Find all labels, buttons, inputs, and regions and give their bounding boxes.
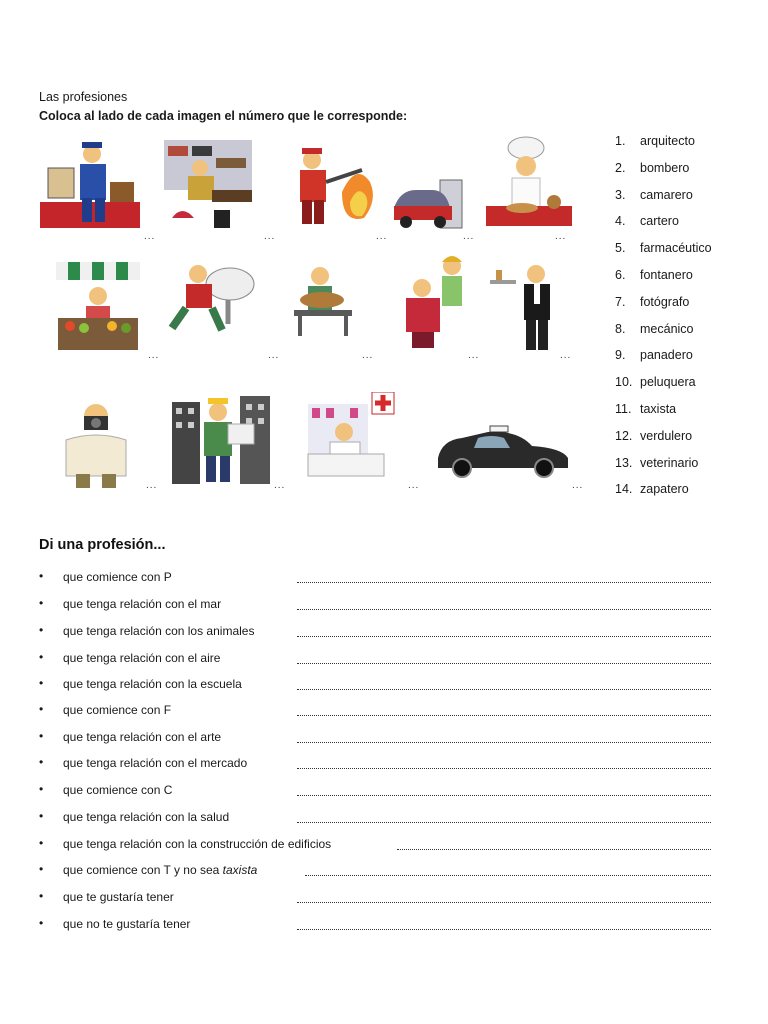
question-text: que tenga relación con el arte bbox=[63, 730, 222, 744]
list-item: 11. taxista bbox=[615, 401, 677, 416]
list-item: 8. mecánico bbox=[615, 321, 694, 336]
question-row bbox=[39, 651, 719, 669]
veterinarian-icon bbox=[288, 264, 358, 339]
list-item: 5. farmacéutico bbox=[615, 241, 712, 256]
question-row bbox=[39, 597, 719, 615]
bullet-icon: • bbox=[39, 782, 44, 796]
question-text: que tenga relación con la salud bbox=[63, 810, 230, 824]
bullet-icon: • bbox=[39, 755, 44, 769]
waiter-icon bbox=[488, 262, 563, 354]
answer-line[interactable] bbox=[297, 636, 711, 637]
answer-blank: ... bbox=[148, 350, 160, 361]
instruction-text: Coloca al lado de cada imagen el número que le corresponde: bbox=[39, 109, 408, 123]
answer-blank: ... bbox=[264, 231, 276, 242]
answer-blank: ... bbox=[408, 480, 420, 491]
firefighter-icon bbox=[292, 142, 382, 232]
answer-blank: ... bbox=[146, 480, 158, 491]
bullet-icon: • bbox=[39, 836, 44, 850]
answer-line[interactable] bbox=[297, 929, 711, 930]
answer-line[interactable] bbox=[297, 663, 711, 664]
bullet-icon: • bbox=[39, 702, 44, 716]
question-text: que no te gustaría tener bbox=[63, 917, 191, 931]
bullet-icon: • bbox=[39, 569, 44, 583]
question-row bbox=[39, 863, 719, 881]
answer-line[interactable] bbox=[297, 689, 711, 690]
question-text: que tenga relación con la construcción de edificios bbox=[63, 837, 332, 851]
question-row bbox=[39, 783, 719, 801]
question-text: que tenga relación con el mercado bbox=[63, 756, 248, 770]
answer-line[interactable] bbox=[297, 609, 711, 610]
baker-icon bbox=[482, 136, 577, 231]
bullet-icon: • bbox=[39, 623, 44, 637]
answer-blank: ... bbox=[463, 231, 475, 242]
bullet-icon: • bbox=[39, 862, 44, 876]
question-row bbox=[39, 837, 719, 855]
question-text: que tenga relación con el mar bbox=[63, 597, 222, 611]
question-row bbox=[39, 810, 719, 828]
bullet-icon: • bbox=[39, 916, 44, 930]
shoemaker-icon bbox=[162, 138, 262, 233]
mechanic-car-icon bbox=[392, 178, 467, 233]
taxi-icon bbox=[432, 424, 574, 480]
answer-blank: ... bbox=[572, 480, 584, 491]
question-text: que tenga relación con la escuela bbox=[63, 677, 242, 691]
answer-blank: ... bbox=[144, 231, 156, 242]
list-item: 2. bombero bbox=[615, 160, 690, 175]
page-title: Las profesiones bbox=[39, 90, 128, 104]
bullet-icon: • bbox=[39, 676, 44, 690]
question-row bbox=[39, 570, 719, 588]
answer-blank: ... bbox=[268, 350, 280, 361]
list-item: 14. zapatero bbox=[615, 482, 689, 497]
answer-blank: ... bbox=[468, 350, 480, 361]
question-text: que comience con C bbox=[63, 783, 173, 797]
greengrocer-stall-icon bbox=[54, 258, 144, 353]
question-text: que comience con P bbox=[63, 570, 172, 584]
profession-list bbox=[615, 134, 712, 509]
bullet-icon: • bbox=[39, 596, 44, 610]
answer-blank: ... bbox=[274, 480, 286, 491]
list-item: 6. fontanero bbox=[615, 267, 693, 282]
answer-line[interactable] bbox=[297, 902, 711, 903]
question-text: que tenga relación con el aire bbox=[63, 651, 221, 665]
plumber-icon bbox=[168, 260, 260, 340]
question-text: que tenga relación con los animales bbox=[63, 624, 255, 638]
answer-line[interactable] bbox=[297, 715, 711, 716]
answer-line[interactable] bbox=[297, 822, 711, 823]
answer-blank: ... bbox=[555, 231, 567, 242]
answer-line[interactable] bbox=[297, 795, 711, 796]
question-text: que te gustaría tener bbox=[63, 890, 174, 904]
question-row bbox=[39, 703, 719, 721]
question-text: que comience con T y no sea taxista bbox=[63, 863, 258, 877]
section-title: Di una profesión... bbox=[39, 537, 166, 553]
answer-line[interactable] bbox=[397, 849, 711, 850]
answer-blank: ... bbox=[376, 231, 388, 242]
list-item: 1. arquitecto bbox=[615, 134, 695, 148]
question-row bbox=[39, 730, 719, 748]
hairdresser-icon bbox=[398, 252, 470, 352]
answer-blank: ... bbox=[560, 350, 572, 361]
answer-line[interactable] bbox=[297, 582, 711, 583]
list-item: 9. panadero bbox=[615, 348, 693, 363]
list-item: 12. verdulero bbox=[615, 428, 693, 443]
list-item: 4. cartero bbox=[615, 214, 679, 229]
question-row bbox=[39, 756, 719, 774]
architect-icon bbox=[170, 392, 274, 487]
question-row bbox=[39, 677, 719, 695]
bullet-icon: • bbox=[39, 889, 44, 903]
postman-icon bbox=[40, 140, 140, 230]
answer-line[interactable] bbox=[297, 768, 711, 769]
list-item: 10. peluquera bbox=[615, 375, 696, 390]
list-item: 7. fotógrafo bbox=[615, 294, 690, 309]
list-item: 13. veterinario bbox=[615, 455, 699, 470]
bullet-icon: • bbox=[39, 650, 44, 664]
question-row bbox=[39, 917, 719, 935]
question-text: que comience con F bbox=[63, 703, 172, 717]
answer-line[interactable] bbox=[305, 875, 711, 876]
bullet-icon: • bbox=[39, 809, 44, 823]
question-row bbox=[39, 890, 719, 908]
pharmacist-icon bbox=[306, 392, 396, 482]
answer-blank: ... bbox=[362, 350, 374, 361]
answer-line[interactable] bbox=[297, 742, 711, 743]
photographer-icon bbox=[56, 400, 138, 490]
bullet-icon: • bbox=[39, 729, 44, 743]
list-item: 3. camarero bbox=[615, 187, 693, 202]
question-row bbox=[39, 624, 719, 642]
